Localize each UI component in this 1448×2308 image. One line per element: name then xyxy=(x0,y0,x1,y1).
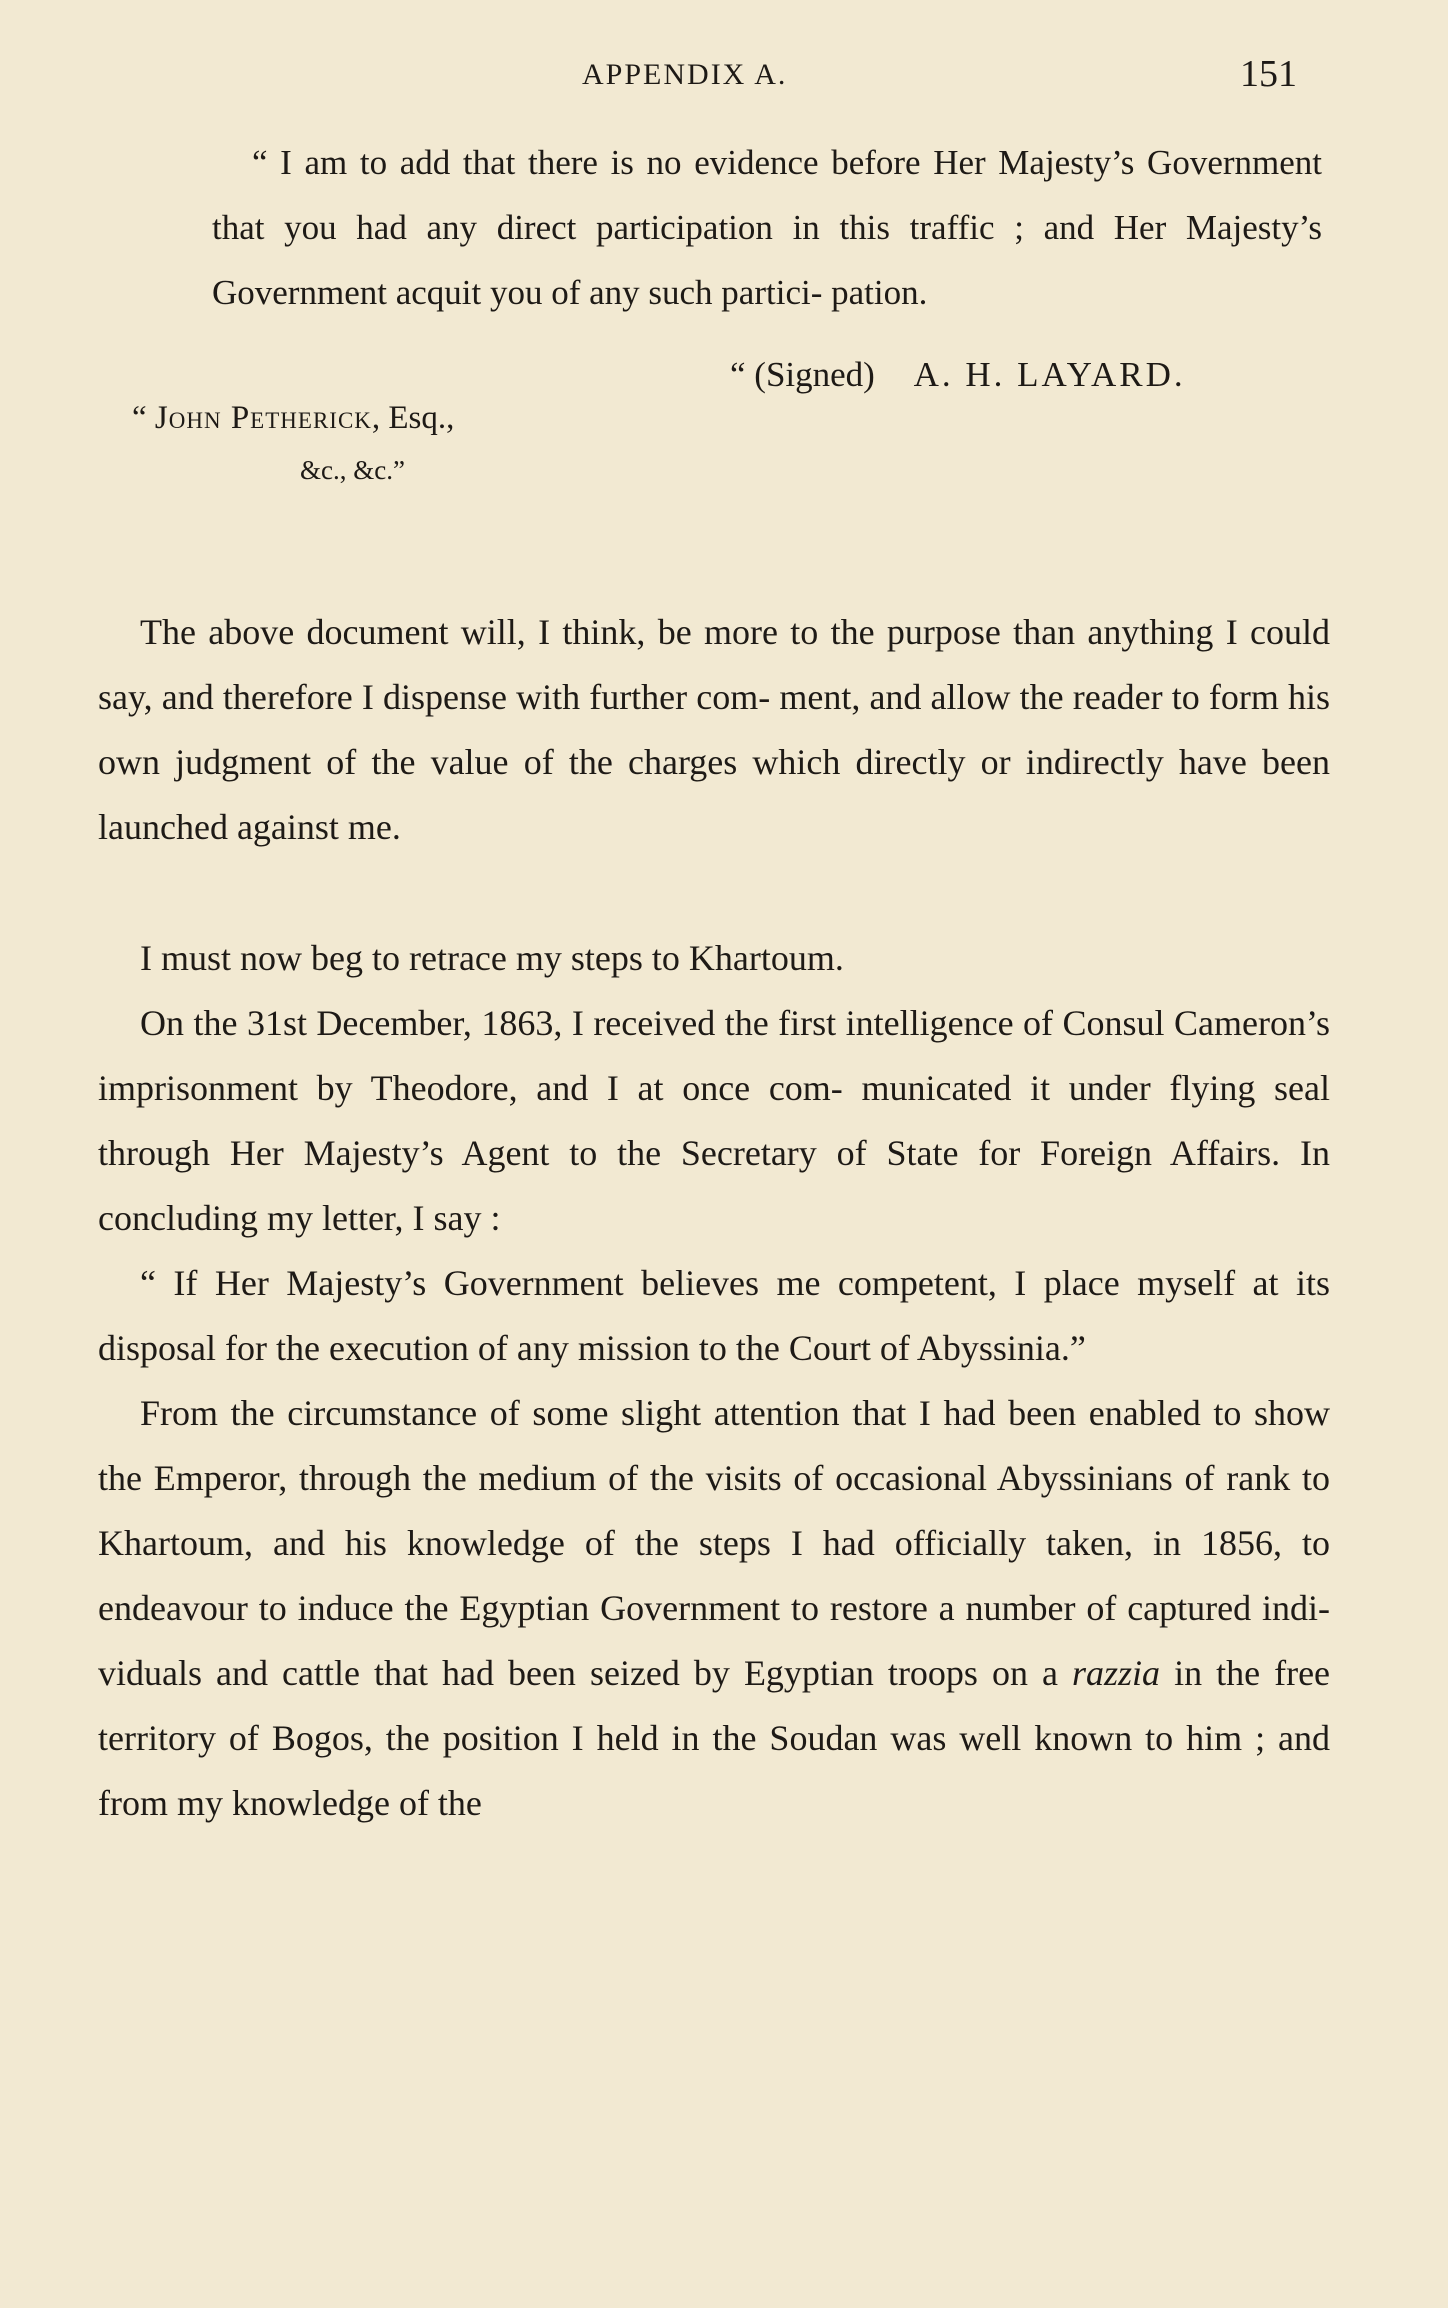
paragraph-document-comment: The above document will, I think, be more to the purpose than anything I could say, and therefore I dispense with further com- ment, and allow the reader to form his own judgment of the value of the charges which directly or indirectly have been launched against me. xyxy=(98,612,1330,847)
italic-word-razzia: razzia xyxy=(1072,1653,1161,1693)
paragraph-circumstance xyxy=(98,1381,1330,1836)
paragraph-circumstance-start: From the circumstance of some slight attention that I had been enabled to show the Emperor, through the medium of the visits of occasional Abyssinians of rank to Khartoum, and his knowledge of the steps I had officially taken, in 1856, to endeavour to induce the Egyptian Government to restore a number of captured indi- viduals and cattle that had been seized by Egyptian troops on a xyxy=(98,1393,1330,1693)
addressee-prefix: “ xyxy=(132,400,155,436)
quote-paragraph: “ I am to add that there is no evidence before Her Majesty’s Government that you had any direct participation in this traffic ; and Her Majesty’s Government acquit you of any such partici- pation. xyxy=(212,143,1322,312)
paragraph-cameron-imprisonment xyxy=(98,991,1330,1251)
running-head xyxy=(0,52,1448,102)
addressee-etc: &c., &c.” xyxy=(300,455,405,485)
signature-line xyxy=(730,355,1186,395)
signatory-name: A. H. LAYARD. xyxy=(913,355,1186,394)
running-title: APPENDIX A. xyxy=(582,58,788,91)
body-text xyxy=(98,600,1330,1836)
paragraph-cameron-text: On the 31st December, 1863, I received the first intelligence of Consul Cameron’s imprisonment by Theodore, and I at once com- municated it under flying seal through Her Majesty’s Agent to the Secretary of State for Foreign Affairs. In concluding my letter, xyxy=(98,1003,1330,1238)
addressee-line xyxy=(132,400,454,437)
signed-label: “ (Signed) xyxy=(730,355,875,394)
paragraph-cameron-end: I say : xyxy=(412,1198,501,1238)
quoted-letter xyxy=(212,130,1322,325)
addressee-suffix: , Esq., xyxy=(371,400,455,436)
addressee-name: John Petherick xyxy=(154,400,372,436)
paragraph-retrace-steps: I must now beg to retrace my steps to Khartoum. xyxy=(140,938,844,978)
paragraph-quoted-offer: “ If Her Majesty’s Government believes me competent, I place myself at its disposal for the execution of any mission to the Court of Abyssinia.” xyxy=(98,1263,1330,1368)
page-number: 151 xyxy=(1240,53,1297,95)
paragraph-circumstance-end: in the free territory of Bogos, the position I held in the Soudan was well known to him ; and from my knowledge of the xyxy=(98,1653,1331,1823)
